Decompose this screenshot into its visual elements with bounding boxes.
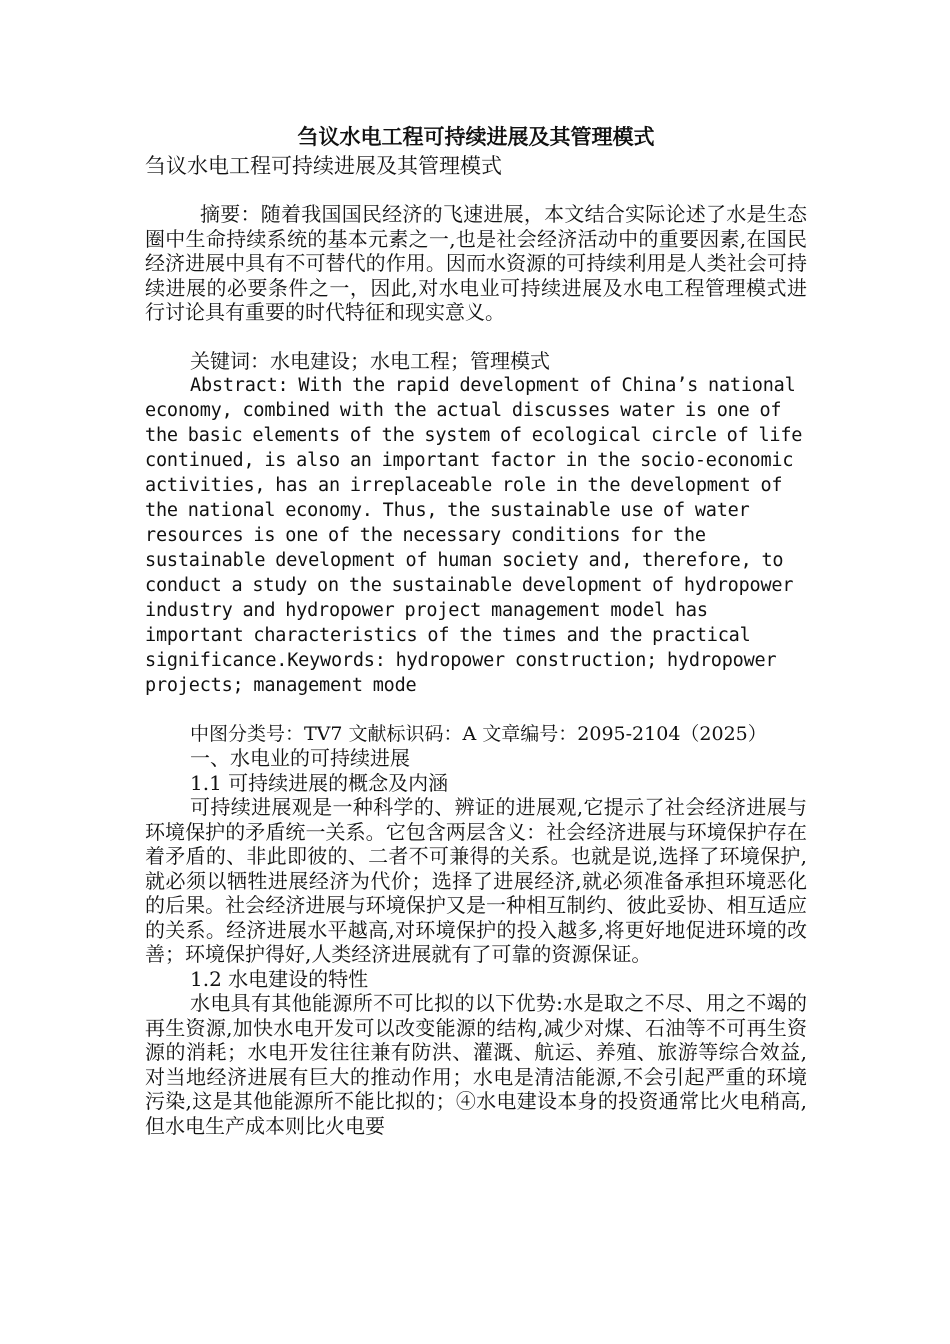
document-subtitle: 刍议水电工程可持续进展及其管理模式 [145, 154, 502, 178]
document-page [145, 122, 807, 1138]
classification-line: 中图分类号：TV7 文献标识码：A 文章编号：2095-2104（2025） [190, 723, 767, 745]
section-heading-1: 一、水电业的可持续进展 [190, 746, 410, 770]
section-heading-1-1: 1.1 可持续进展的概念及内涵 [190, 770, 449, 795]
section-body-1-1: 可持续进展观是一种科学的、辨证的进展观,它提示了社会经济进展与环境保护的矛盾统一关系。它包含两层含义：社会经济进展与环境保护存在着矛盾的、非此即彼的、二者不可兼得的关系。也就是说,选择了环境保护,就必须以牺牲进展经济为代价；选择了进展经济,就必须准备承担环境恶化的后果。社会经济进展与环境保护又是一种相互制约、彼此妥协、相互适应的关系。经济进展水平越高,对环境保护的投入越多,将更好地促进环境的改善；环境保护得好,人类经济进展就有了可靠的资源保证。 [145, 795, 807, 966]
abstract-english: Abstract: With the rapid development of China’s national economy, combined with the actual discusses water is one of the basic elements of the system of ecological circle of life continued, is also an important factor in the socio-economic activities, has an irreplaceable role in the development of the national economy. Thus, the sustainable use of water resources is one of the necessary conditions for the sustainable development of human society and, therefore, to conduct a study on the sustainable development of hydropower industry and hydropower project management model has important characteristics of the times and the practical significance.Keywords: hydropower construction; hydropower projects; management mode [145, 375, 803, 696]
abstract-chinese: 摘要：随着我国国民经济的飞速进展，本文结合实际论述了水是生态圈中生命持续系统的基本元素之一,也是社会经济活动中的重要因素,在国民经济进展中具有不可替代的作用。因而水资源的可持续利用是人类社会可持续进展的必要条件之一，因此,对水电业可持续进展及水电工程管理模式进行讨论具有重要的时代特征和现实意义。 [145, 202, 807, 324]
spacer [145, 325, 807, 349]
section-body-1-2: 水电具有其他能源所不可比拟的以下优势:水是取之不尽、用之不竭的再生资源,加快水电开发可以改变能源的结构,减少对煤、石油等不可再生资源的消耗；水电开发往往兼有防洪、灌溉、航运、养殖、旅游等综合效益,对当地经济进展有巨大的推动作用；水电是清洁能源,不会引起严重的环境污染,这是其他能源所不能比拟的；④水电建设本身的投资通常比火电稍高,但水电生产成本则比火电要 [145, 991, 807, 1138]
spacer [145, 698, 807, 722]
section-heading-1-2: 1.2 水电建设的特性 [190, 966, 369, 991]
document-title: 刍议水电工程可持续进展及其管理模式 [297, 124, 655, 149]
keywords-chinese: 关键词：水电建设；水电工程；管理模式 [190, 348, 550, 373]
